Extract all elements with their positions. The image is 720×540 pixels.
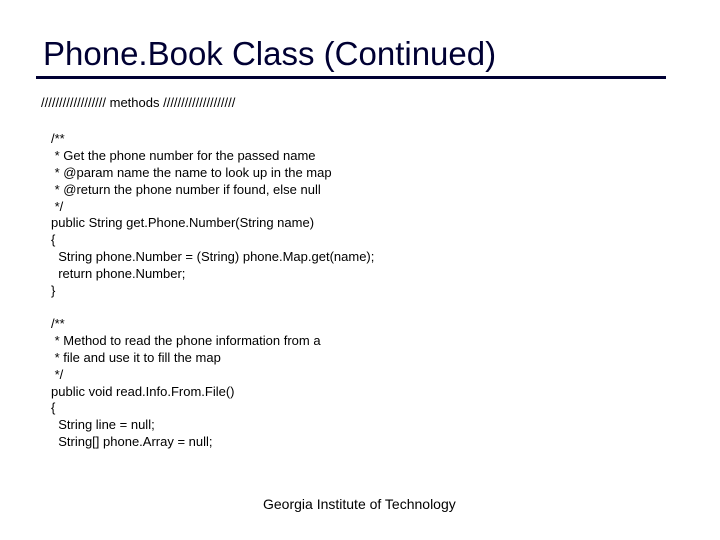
code-line: * Get the phone number for the passed name <box>51 147 316 163</box>
code-line: /** <box>51 131 65 146</box>
code-line: public void read.Info.From.File() <box>51 383 235 399</box>
code-line: * @param name the name to look up in the map <box>51 164 332 180</box>
code-line: /** <box>51 316 65 331</box>
code-block-get-phone-number <box>51 131 374 300</box>
code-line: String line = null; <box>51 417 155 433</box>
code-line: */ <box>51 366 64 382</box>
section-header: ////////////////// methods //////////////////// <box>41 95 236 110</box>
code-line: String phone.Number = (String) phone.Map.get(name); <box>51 249 375 265</box>
code-line: * Method to read the phone information from a <box>51 332 321 348</box>
code-line: return phone.Number; <box>51 266 186 282</box>
title-underline <box>36 76 666 79</box>
code-line: } <box>51 283 56 299</box>
code-block-read-info-from-file <box>51 316 321 451</box>
code-line: * file and use it to fill the map <box>51 349 221 365</box>
code-line: */ <box>51 198 64 214</box>
code-line: String[] phone.Array = null; <box>51 434 213 450</box>
code-line: { <box>51 400 56 416</box>
code-line: { <box>51 232 56 248</box>
footer-institution: Georgia Institute of Technology <box>263 496 456 512</box>
code-line: * @return the phone number if found, else null <box>51 181 321 197</box>
code-line: public String get.Phone.Number(String name) <box>51 215 315 231</box>
slide-title: Phone.Book Class (Continued) <box>43 35 497 72</box>
